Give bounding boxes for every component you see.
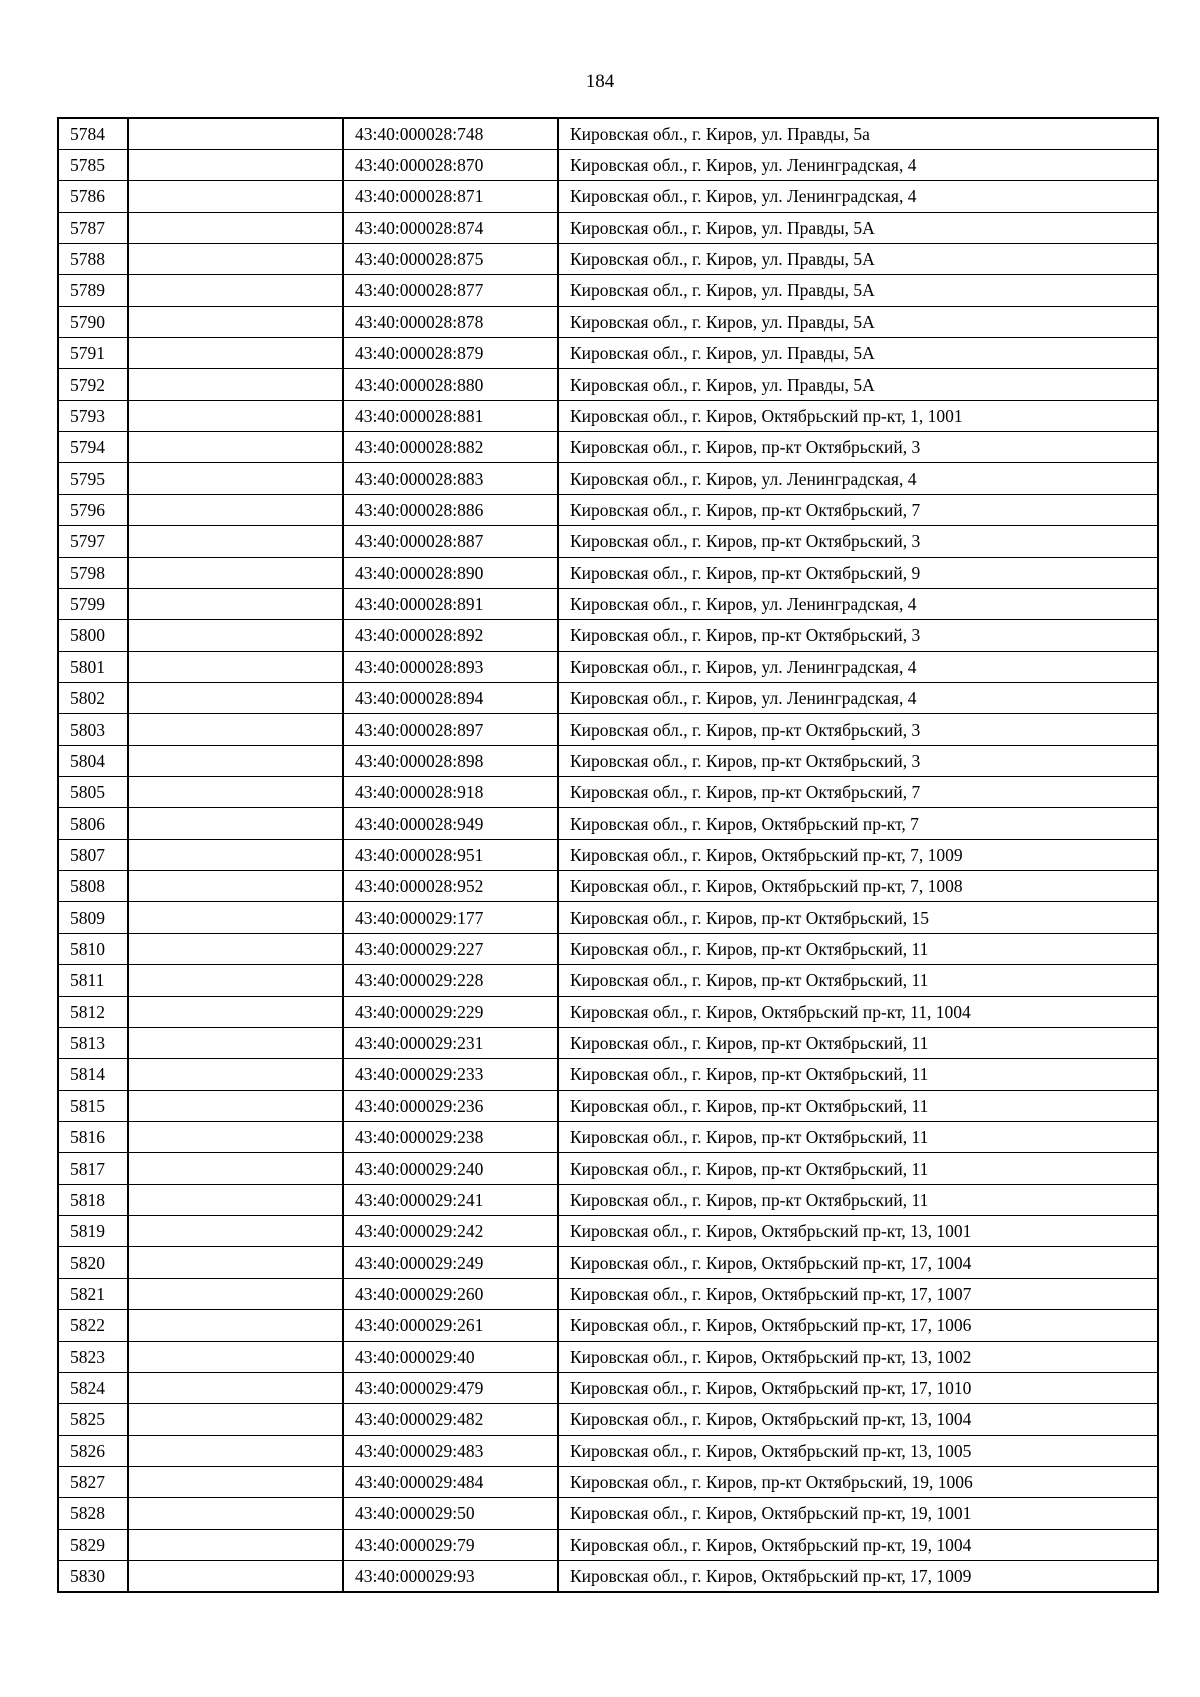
address-cell: Кировская обл., г. Киров, пр-кт Октябрьский, 15	[558, 902, 1158, 933]
table-row	[58, 243, 1158, 274]
name-cell	[128, 181, 343, 212]
name-cell	[128, 243, 343, 274]
address-cell: Кировская обл., г. Киров, пр-кт Октябрьский, 19, 1006	[558, 1466, 1158, 1497]
row-number-cell: 5828	[58, 1498, 128, 1529]
row-number-cell: 5823	[58, 1341, 128, 1372]
address-cell: Кировская обл., г. Киров, Октябрьский пр-кт, 17, 1010	[558, 1372, 1158, 1403]
name-cell	[128, 745, 343, 776]
table-row	[58, 432, 1158, 463]
address-cell: Кировская обл., г. Киров, пр-кт Октябрьский, 11	[558, 1059, 1158, 1090]
cadastral-number-cell: 43:40:000029:229	[343, 996, 558, 1027]
address-cell: Кировская обл., г. Киров, Октябрьский пр-кт, 7, 1008	[558, 871, 1158, 902]
row-number-cell: 5800	[58, 620, 128, 651]
cadastral-number-cell: 43:40:000028:877	[343, 275, 558, 306]
name-cell	[128, 1498, 343, 1529]
row-number-cell: 5797	[58, 526, 128, 557]
name-cell	[128, 1184, 343, 1215]
address-cell: Кировская обл., г. Киров, Октябрьский пр-кт, 13, 1004	[558, 1404, 1158, 1435]
table-row	[58, 1090, 1158, 1121]
name-cell	[128, 965, 343, 996]
row-number-cell: 5815	[58, 1090, 128, 1121]
table-row	[58, 1310, 1158, 1341]
address-cell: Кировская обл., г. Киров, ул. Ленинградская, 4	[558, 651, 1158, 682]
name-cell	[128, 557, 343, 588]
table-row	[58, 1278, 1158, 1309]
cadastral-number-cell: 43:40:000029:483	[343, 1435, 558, 1466]
address-cell: Кировская обл., г. Киров, пр-кт Октябрьский, 11	[558, 1122, 1158, 1153]
table-row	[58, 871, 1158, 902]
name-cell	[128, 369, 343, 400]
cadastral-number-cell: 43:40:000028:891	[343, 588, 558, 619]
name-cell	[128, 306, 343, 337]
row-number-cell: 5822	[58, 1310, 128, 1341]
name-cell	[128, 1372, 343, 1403]
address-cell: Кировская обл., г. Киров, ул. Правды, 5А	[558, 243, 1158, 274]
address-cell: Кировская обл., г. Киров, Октябрьский пр-кт, 11, 1004	[558, 996, 1158, 1027]
row-number-cell: 5798	[58, 557, 128, 588]
row-number-cell: 5810	[58, 933, 128, 964]
name-cell	[128, 275, 343, 306]
cadastral-number-cell: 43:40:000029:93	[343, 1561, 558, 1592]
address-cell: Кировская обл., г. Киров, пр-кт Октябрьский, 11	[558, 1184, 1158, 1215]
row-number-cell: 5791	[58, 338, 128, 369]
cadastral-number-cell: 43:40:000029:240	[343, 1153, 558, 1184]
row-number-cell: 5804	[58, 745, 128, 776]
address-cell: Кировская обл., г. Киров, пр-кт Октябрьский, 11	[558, 1153, 1158, 1184]
table-row	[58, 494, 1158, 525]
cadastral-number-cell: 43:40:000029:79	[343, 1529, 558, 1560]
cadastral-number-cell: 43:40:000028:887	[343, 526, 558, 557]
table-row	[58, 839, 1158, 870]
cadastral-number-cell: 43:40:000028:874	[343, 212, 558, 243]
name-cell	[128, 118, 343, 149]
name-cell	[128, 682, 343, 713]
table-row	[58, 338, 1158, 369]
name-cell	[128, 1247, 343, 1278]
address-cell: Кировская обл., г. Киров, ул. Ленинградская, 4	[558, 181, 1158, 212]
cadastral-number-cell: 43:40:000029:260	[343, 1278, 558, 1309]
cadastral-number-cell: 43:40:000029:482	[343, 1404, 558, 1435]
row-number-cell: 5788	[58, 243, 128, 274]
cadastral-number-cell: 43:40:000028:886	[343, 494, 558, 525]
table-row	[58, 1498, 1158, 1529]
name-cell	[128, 1153, 343, 1184]
address-cell: Кировская обл., г. Киров, Октябрьский пр-кт, 13, 1001	[558, 1216, 1158, 1247]
row-number-cell: 5824	[58, 1372, 128, 1403]
table-row	[58, 526, 1158, 557]
cadastral-number-cell: 43:40:000028:881	[343, 400, 558, 431]
name-cell	[128, 526, 343, 557]
address-cell: Кировская обл., г. Киров, Октябрьский пр-кт, 7, 1009	[558, 839, 1158, 870]
cadastral-number-cell: 43:40:000028:875	[343, 243, 558, 274]
cadastral-number-cell: 43:40:000029:231	[343, 1027, 558, 1058]
name-cell	[128, 432, 343, 463]
cadastral-number-cell: 43:40:000029:479	[343, 1372, 558, 1403]
address-cell: Кировская обл., г. Киров, пр-кт Октябрьский, 11	[558, 1090, 1158, 1121]
address-cell: Кировская обл., г. Киров, ул. Правды, 5А	[558, 369, 1158, 400]
cadastral-number-cell: 43:40:000028:890	[343, 557, 558, 588]
row-number-cell: 5805	[58, 777, 128, 808]
row-number-cell: 5784	[58, 118, 128, 149]
row-number-cell: 5786	[58, 181, 128, 212]
name-cell	[128, 777, 343, 808]
address-cell: Кировская обл., г. Киров, ул. Правды, 5а	[558, 118, 1158, 149]
address-cell: Кировская обл., г. Киров, пр-кт Октябрьский, 9	[558, 557, 1158, 588]
cadastral-number-cell: 43:40:000029:228	[343, 965, 558, 996]
table-row	[58, 745, 1158, 776]
name-cell	[128, 149, 343, 180]
name-cell	[128, 1404, 343, 1435]
table-row	[58, 1059, 1158, 1090]
cadastral-number-cell: 43:40:000028:893	[343, 651, 558, 682]
row-number-cell: 5812	[58, 996, 128, 1027]
table-row	[58, 620, 1158, 651]
row-number-cell: 5808	[58, 871, 128, 902]
cadastral-number-cell: 43:40:000029:233	[343, 1059, 558, 1090]
address-cell: Кировская обл., г. Киров, Октябрьский пр-кт, 1, 1001	[558, 400, 1158, 431]
table-row	[58, 1404, 1158, 1435]
address-cell: Кировская обл., г. Киров, ул. Правды, 5А	[558, 275, 1158, 306]
name-cell	[128, 620, 343, 651]
row-number-cell: 5827	[58, 1466, 128, 1497]
table-row	[58, 996, 1158, 1027]
table-row	[58, 808, 1158, 839]
row-number-cell: 5809	[58, 902, 128, 933]
table-row	[58, 902, 1158, 933]
cadastral-number-cell: 43:40:000028:898	[343, 745, 558, 776]
address-cell: Кировская обл., г. Киров, ул. Ленинградская, 4	[558, 682, 1158, 713]
address-cell: Кировская обл., г. Киров, пр-кт Октябрьский, 11	[558, 965, 1158, 996]
row-number-cell: 5818	[58, 1184, 128, 1215]
cadastral-number-cell: 43:40:000029:238	[343, 1122, 558, 1153]
row-number-cell: 5821	[58, 1278, 128, 1309]
row-number-cell: 5794	[58, 432, 128, 463]
address-cell: Кировская обл., г. Киров, ул. Правды, 5А	[558, 306, 1158, 337]
cadastral-number-cell: 43:40:000028:871	[343, 181, 558, 212]
row-number-cell: 5792	[58, 369, 128, 400]
table-row	[58, 1435, 1158, 1466]
cadastral-number-cell: 43:40:000029:236	[343, 1090, 558, 1121]
name-cell	[128, 338, 343, 369]
table-row	[58, 1122, 1158, 1153]
row-number-cell: 5806	[58, 808, 128, 839]
address-cell: Кировская обл., г. Киров, Октябрьский пр-кт, 13, 1005	[558, 1435, 1158, 1466]
address-cell: Кировская обл., г. Киров, ул. Правды, 5А	[558, 338, 1158, 369]
row-number-cell: 5795	[58, 463, 128, 494]
table-row	[58, 1341, 1158, 1372]
cadastral-number-cell: 43:40:000029:241	[343, 1184, 558, 1215]
cadastral-number-cell: 43:40:000028:882	[343, 432, 558, 463]
table-row	[58, 1153, 1158, 1184]
name-cell	[128, 1122, 343, 1153]
table-row	[58, 149, 1158, 180]
row-number-cell: 5820	[58, 1247, 128, 1278]
address-cell: Кировская обл., г. Киров, пр-кт Октябрьский, 3	[558, 526, 1158, 557]
table-body	[58, 118, 1158, 1592]
address-cell: Кировская обл., г. Киров, пр-кт Октябрьский, 7	[558, 777, 1158, 808]
table-row	[58, 400, 1158, 431]
row-number-cell: 5825	[58, 1404, 128, 1435]
address-cell: Кировская обл., г. Киров, пр-кт Октябрьский, 3	[558, 745, 1158, 776]
address-cell: Кировская обл., г. Киров, Октябрьский пр-кт, 17, 1007	[558, 1278, 1158, 1309]
cadastral-number-cell: 43:40:000028:918	[343, 777, 558, 808]
name-cell	[128, 1216, 343, 1247]
table-row	[58, 1372, 1158, 1403]
page-number: 184	[585, 71, 615, 92]
name-cell	[128, 1059, 343, 1090]
row-number-cell: 5803	[58, 714, 128, 745]
cadastral-number-cell: 43:40:000029:249	[343, 1247, 558, 1278]
table-row	[58, 1184, 1158, 1215]
row-number-cell: 5816	[58, 1122, 128, 1153]
address-cell: Кировская обл., г. Киров, Октябрьский пр-кт, 7	[558, 808, 1158, 839]
address-cell: Кировская обл., г. Киров, Октябрьский пр-кт, 13, 1002	[558, 1341, 1158, 1372]
row-number-cell: 5819	[58, 1216, 128, 1247]
name-cell	[128, 463, 343, 494]
table-row	[58, 369, 1158, 400]
table-row	[58, 651, 1158, 682]
address-cell: Кировская обл., г. Киров, пр-кт Октябрьский, 11	[558, 933, 1158, 964]
name-cell	[128, 212, 343, 243]
address-cell: Кировская обл., г. Киров, Октябрьский пр-кт, 19, 1004	[558, 1529, 1158, 1560]
name-cell	[128, 494, 343, 525]
address-cell: Кировская обл., г. Киров, Октябрьский пр-кт, 19, 1001	[558, 1498, 1158, 1529]
table-row	[58, 463, 1158, 494]
row-number-cell: 5790	[58, 306, 128, 337]
row-number-cell: 5799	[58, 588, 128, 619]
cadastral-number-cell: 43:40:000028:949	[343, 808, 558, 839]
address-cell: Кировская обл., г. Киров, ул. Ленинградская, 4	[558, 588, 1158, 619]
row-number-cell: 5785	[58, 149, 128, 180]
cadastral-number-cell: 43:40:000028:952	[343, 871, 558, 902]
cadastral-number-cell: 43:40:000029:227	[343, 933, 558, 964]
row-number-cell: 5826	[58, 1435, 128, 1466]
name-cell	[128, 1529, 343, 1560]
address-cell: Кировская обл., г. Киров, пр-кт Октябрьский, 11	[558, 1027, 1158, 1058]
address-cell: Кировская обл., г. Киров, пр-кт Октябрьский, 3	[558, 620, 1158, 651]
row-number-cell: 5793	[58, 400, 128, 431]
address-cell: Кировская обл., г. Киров, Октябрьский пр-кт, 17, 1009	[558, 1561, 1158, 1592]
cadastral-number-cell: 43:40:000028:879	[343, 338, 558, 369]
table-row	[58, 275, 1158, 306]
name-cell	[128, 871, 343, 902]
row-number-cell: 5807	[58, 839, 128, 870]
name-cell	[128, 902, 343, 933]
table-row	[58, 1529, 1158, 1560]
name-cell	[128, 1341, 343, 1372]
cadastral-number-cell: 43:40:000028:870	[343, 149, 558, 180]
table-row	[58, 588, 1158, 619]
name-cell	[128, 1310, 343, 1341]
cadastral-number-cell: 43:40:000029:40	[343, 1341, 558, 1372]
table-row	[58, 1216, 1158, 1247]
table-row	[58, 1561, 1158, 1592]
cadastral-number-cell: 43:40:000028:878	[343, 306, 558, 337]
name-cell	[128, 588, 343, 619]
address-cell: Кировская обл., г. Киров, ул. Ленинградская, 4	[558, 149, 1158, 180]
table-row	[58, 212, 1158, 243]
cadastral-number-cell: 43:40:000028:897	[343, 714, 558, 745]
name-cell	[128, 1435, 343, 1466]
address-cell: Кировская обл., г. Киров, пр-кт Октябрьский, 3	[558, 432, 1158, 463]
row-number-cell: 5814	[58, 1059, 128, 1090]
address-cell: Кировская обл., г. Киров, ул. Ленинградская, 4	[558, 463, 1158, 494]
row-number-cell: 5813	[58, 1027, 128, 1058]
name-cell	[128, 714, 343, 745]
row-number-cell: 5811	[58, 965, 128, 996]
cadastral-number-cell: 43:40:000029:177	[343, 902, 558, 933]
table-row	[58, 777, 1158, 808]
row-number-cell: 5829	[58, 1529, 128, 1560]
name-cell	[128, 1561, 343, 1592]
cadastral-number-cell: 43:40:000028:880	[343, 369, 558, 400]
row-number-cell: 5787	[58, 212, 128, 243]
name-cell	[128, 1027, 343, 1058]
name-cell	[128, 996, 343, 1027]
table-row	[58, 933, 1158, 964]
table-row	[58, 682, 1158, 713]
table-row	[58, 1247, 1158, 1278]
cadastral-number-cell: 43:40:000029:50	[343, 1498, 558, 1529]
address-cell: Кировская обл., г. Киров, пр-кт Октябрьский, 7	[558, 494, 1158, 525]
cadastral-number-cell: 43:40:000028:951	[343, 839, 558, 870]
name-cell	[128, 1090, 343, 1121]
address-cell: Кировская обл., г. Киров, пр-кт Октябрьский, 3	[558, 714, 1158, 745]
row-number-cell: 5802	[58, 682, 128, 713]
cadastral-number-cell: 43:40:000029:484	[343, 1466, 558, 1497]
table-row	[58, 1466, 1158, 1497]
address-cell: Кировская обл., г. Киров, ул. Правды, 5А	[558, 212, 1158, 243]
table-row	[58, 118, 1158, 149]
table-row	[58, 1027, 1158, 1058]
registry-table	[57, 117, 1159, 1593]
row-number-cell: 5817	[58, 1153, 128, 1184]
name-cell	[128, 1466, 343, 1497]
cadastral-number-cell: 43:40:000028:894	[343, 682, 558, 713]
name-cell	[128, 651, 343, 682]
cadastral-number-cell: 43:40:000028:883	[343, 463, 558, 494]
row-number-cell: 5796	[58, 494, 128, 525]
name-cell	[128, 808, 343, 839]
address-cell: Кировская обл., г. Киров, Октябрьский пр-кт, 17, 1006	[558, 1310, 1158, 1341]
table-row	[58, 714, 1158, 745]
table-row	[58, 965, 1158, 996]
name-cell	[128, 400, 343, 431]
cadastral-number-cell: 43:40:000029:242	[343, 1216, 558, 1247]
name-cell	[128, 839, 343, 870]
row-number-cell: 5830	[58, 1561, 128, 1592]
cadastral-number-cell: 43:40:000029:261	[343, 1310, 558, 1341]
table-row	[58, 306, 1158, 337]
address-cell: Кировская обл., г. Киров, Октябрьский пр-кт, 17, 1004	[558, 1247, 1158, 1278]
table-row	[58, 557, 1158, 588]
name-cell	[128, 933, 343, 964]
row-number-cell: 5789	[58, 275, 128, 306]
cadastral-number-cell: 43:40:000028:892	[343, 620, 558, 651]
cadastral-number-cell: 43:40:000028:748	[343, 118, 558, 149]
name-cell	[128, 1278, 343, 1309]
table-row	[58, 181, 1158, 212]
row-number-cell: 5801	[58, 651, 128, 682]
